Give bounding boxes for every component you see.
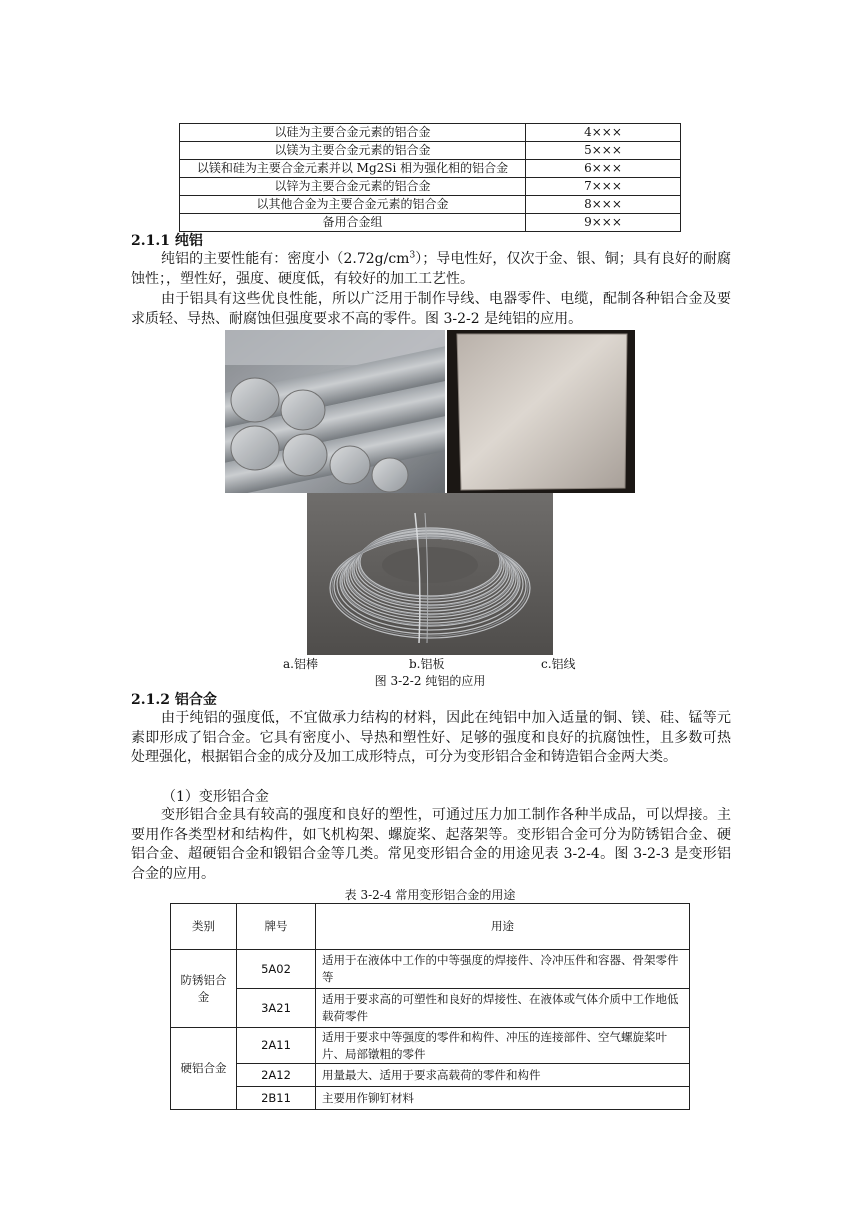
section-heading-pure-aluminum: 2.1.1 纯铝 [131, 233, 203, 249]
column-header-grade: 牌号 [237, 904, 316, 950]
table-cell: 7××× [526, 178, 681, 196]
grade-cell: 3A21 [237, 989, 316, 1028]
usage-cell: 主要用作铆钉材料 [316, 1087, 690, 1110]
figure-label-c: c.铝线 [541, 657, 576, 671]
grade-cell: 2A12 [237, 1064, 316, 1087]
column-header-category: 类别 [171, 904, 237, 950]
grade-cell: 2B11 [237, 1087, 316, 1110]
usage-cell: 适用于要求高的可塑性和良好的焊接性、在液体或气体介质中工作地低载荷零件 [316, 989, 690, 1028]
table-row [171, 1087, 690, 1110]
table-row [171, 1064, 690, 1087]
usage-cell: 适用于要求中等强度的零件和构件、冲压的连接部件、空气螺旋桨叶片、局部镦粗的零件 [316, 1028, 690, 1064]
table-cell: 6××× [526, 160, 681, 178]
paragraph: 由于纯铝的强度低，不宜做承力结构的材料，因此在纯铝中加入适量的铜、镁、硅、锰等元素即形成了铝合金。它具有密度小、导热和塑性好、足够的强度和良好的抗腐蚀性，且多数可热处理强化，根据铝合金的成分及加工成形特点，可分为变形铝合金和铸造铝合金两大类。 [131, 710, 731, 765]
figure-caption: 图 3-2-2 纯铝的应用 [374, 674, 486, 688]
table-row [180, 142, 681, 160]
figure-label-b: b.铝板 [409, 657, 445, 671]
grade-cell: 5A02 [237, 950, 316, 989]
table-cell: 备用合金组 [180, 214, 526, 232]
usage-cell: 用量最大、适用于要求高载荷的零件和构件 [316, 1064, 690, 1087]
table-row [171, 1028, 690, 1064]
table-cell: 以其他合金为主要合金元素的铝合金 [180, 196, 526, 214]
aluminum-plate-image [447, 330, 635, 493]
table-cell: 8××× [526, 196, 681, 214]
aluminum-rods-image [225, 330, 445, 493]
table-header-row [171, 904, 690, 950]
table-row [180, 214, 681, 232]
category-cell: 防锈铝合金 [171, 950, 237, 1028]
table-caption: 表 3-2-4 常用变形铝合金的用途 [344, 888, 516, 902]
table-row [171, 989, 690, 1028]
column-header-usage: 用途 [316, 904, 690, 950]
wrought-alloy-usage-table [170, 903, 690, 1110]
table-row [171, 950, 690, 989]
grade-cell: 2A11 [237, 1028, 316, 1064]
table-cell: 5××× [526, 142, 681, 160]
section-heading-aluminum-alloy: 2.1.2 铝合金 [131, 692, 217, 708]
usage-cell: 适用于在液体中工作的中等强度的焊接件、冷冲压件和容器、骨架零件等 [316, 950, 690, 989]
table-row [180, 178, 681, 196]
subheading-wrought-alloy: （1）变形铝合金 [162, 789, 269, 805]
paragraph: 纯铝的主要性能有：密度小$(2.72g/cm^3)$；导电性好，仅次于金、银、铜；具有良好的耐腐蚀性；，塑性好，强度、硬度低，有较好的加工工艺性。 [131, 250, 731, 287]
table-cell: 以镁为主要合金元素的铝合金 [180, 142, 526, 160]
table-row [180, 160, 681, 178]
table-row [180, 196, 681, 214]
table-cell: 以硅为主要合金元素的铝合金 [180, 124, 526, 142]
alloy-series-table [179, 123, 681, 232]
category-cell: 硬铝合金 [171, 1028, 237, 1110]
figure-label-a: a.铝棒 [283, 657, 318, 671]
paragraph: 由于铝具有这些优良性能，所以广泛用于制作导线、电器零件、电缆，配制各种铝合金及要求质轻、导热、耐腐蚀但强度要求不高的零件。图 3-2-2 是纯铝的应用。 [131, 291, 731, 327]
aluminum-wire-image [307, 493, 553, 655]
table-cell: 9××× [526, 214, 681, 232]
table-cell: 以镁和硅为主要合金元素并以 Mg2Si 相为强化相的铝合金 [180, 160, 526, 178]
table-cell: 4××× [526, 124, 681, 142]
paragraph: 变形铝合金具有较高的强度和良好的塑性，可通过压力加工制作各种半成品，可以焊接。主要用作各类型材和结构件，如飞机构架、螺旋桨、起落架等。变形铝合金可分为防锈铝合金、硬铝合金、超硬铝合金和锻铝合金等几类。常见变形铝合金的用途见表 3-2-4。图 3-2-3 是变形铝合金的应用。 [131, 807, 731, 882]
table-cell: 以锌为主要合金元素的铝合金 [180, 178, 526, 196]
table-row [180, 124, 681, 142]
